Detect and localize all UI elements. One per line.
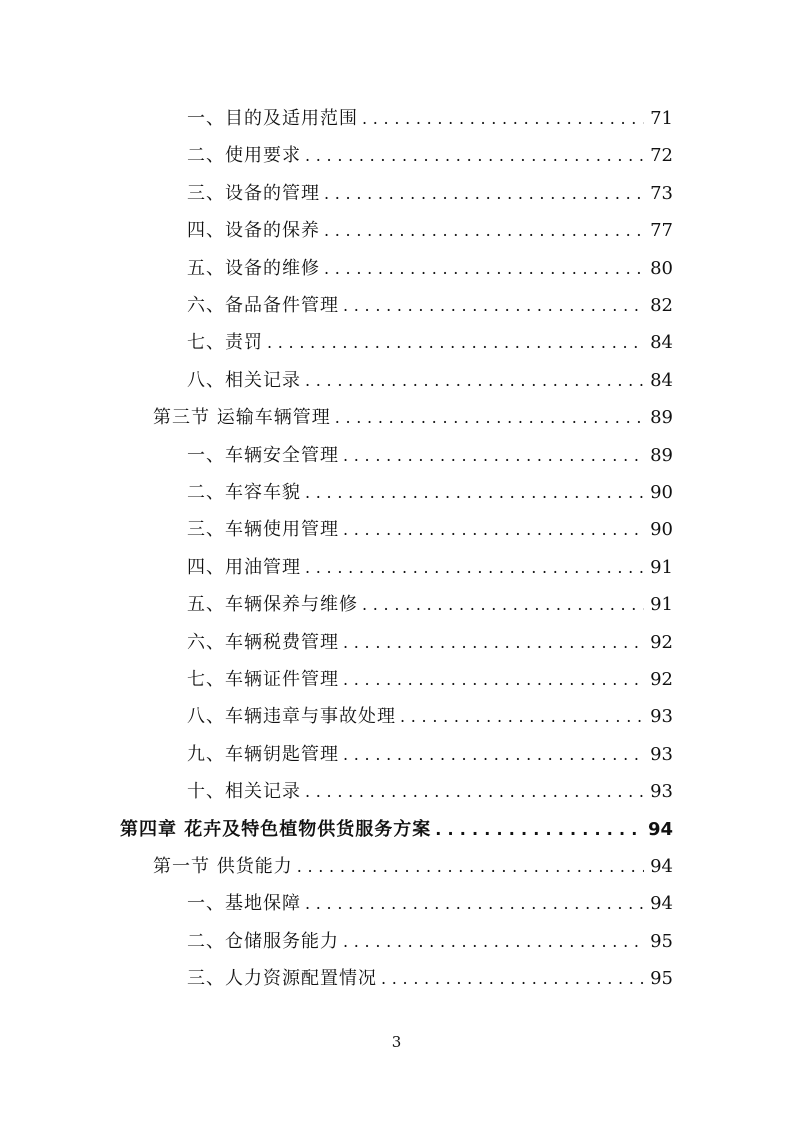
toc-dot-leader — [305, 885, 644, 922]
toc-entry-page: 93 — [650, 706, 673, 728]
toc-item-entry[interactable] — [187, 549, 673, 586]
toc-dot-leader — [343, 661, 644, 698]
toc-entry-page: 93 — [650, 781, 673, 803]
toc-entry-page: 77 — [650, 220, 673, 242]
toc-dot-leader — [343, 511, 644, 548]
toc-dot-leader — [305, 137, 644, 174]
toc-entry-page: 95 — [650, 968, 673, 990]
toc-entry-title: 第一节 供货能力 — [153, 856, 293, 877]
toc-entry-title: 六、备品备件管理 — [187, 295, 339, 316]
toc-item-entry[interactable] — [187, 100, 673, 137]
toc-entry-page: 94 — [650, 893, 673, 915]
toc-item-entry[interactable] — [187, 175, 673, 212]
toc-dot-leader — [267, 324, 644, 361]
toc-chapter-entry[interactable] — [120, 811, 673, 848]
toc-entry-page: 90 — [650, 519, 673, 541]
toc-entry-title: 二、仓储服务能力 — [187, 930, 339, 952]
toc-item-entry[interactable] — [187, 736, 673, 773]
toc-item-entry[interactable] — [187, 586, 673, 623]
toc-dot-leader — [305, 549, 644, 586]
toc-entry-page: 89 — [650, 407, 673, 429]
toc-dot-leader — [362, 586, 644, 623]
toc-entry-title: 十、相关记录 — [187, 781, 301, 803]
toc-entry-title: 七、车辆证件管理 — [187, 669, 339, 690]
toc-entry-page: 80 — [650, 257, 673, 279]
toc-dot-leader — [343, 736, 644, 773]
toc-entry-title: 五、设备的维修 — [187, 257, 320, 279]
toc-entry-title: 八、车辆违章与事故处理 — [187, 706, 396, 728]
toc-item-entry[interactable] — [187, 960, 673, 997]
toc-entry-page: 82 — [650, 295, 673, 316]
toc-item-entry[interactable] — [187, 362, 673, 399]
toc-item-entry[interactable] — [187, 137, 673, 174]
toc-entry-page: 92 — [650, 631, 673, 653]
toc-entry-page: 94 — [650, 856, 673, 877]
toc-entry-title: 四、设备的保养 — [187, 220, 320, 242]
toc-item-entry[interactable] — [187, 511, 673, 548]
toc-entry-title: 五、车辆保养与维修 — [187, 594, 358, 616]
toc-entry-title: 三、车辆使用管理 — [187, 519, 339, 541]
toc-entry-title: 第四章 花卉及特色植物供货服务方案 — [120, 818, 432, 840]
toc-entry-page: 94 — [647, 818, 673, 840]
page-number: 3 — [391, 1033, 402, 1051]
toc-entry-title: 八、相关记录 — [187, 369, 301, 391]
toc-entry-page: 84 — [650, 369, 673, 391]
toc-item-entry[interactable] — [187, 324, 673, 361]
toc-entry-title: 四、用油管理 — [187, 556, 301, 578]
toc-item-entry[interactable] — [187, 923, 673, 960]
toc-entry-page: 72 — [650, 145, 673, 167]
toc-dot-leader — [324, 212, 644, 249]
toc-dot-leader — [362, 100, 644, 137]
toc-item-entry[interactable] — [187, 624, 673, 661]
toc-entry-page: 84 — [650, 332, 673, 354]
toc-item-entry[interactable] — [187, 661, 673, 698]
toc-entry-title: 七、责罚 — [187, 332, 263, 354]
toc-entry-title: 一、基地保障 — [187, 893, 301, 915]
toc-item-entry[interactable] — [187, 287, 673, 324]
toc-entry-page: 71 — [650, 108, 673, 129]
toc-entry-title: 六、车辆税费管理 — [187, 631, 339, 653]
toc-entry-page: 91 — [650, 556, 673, 578]
toc-entry-page: 90 — [650, 482, 673, 503]
toc-entry-title: 二、使用要求 — [187, 145, 301, 167]
toc-item-entry[interactable] — [187, 474, 673, 511]
toc-section-entry[interactable] — [153, 848, 673, 885]
toc-dot-leader — [305, 773, 644, 810]
toc-dot-leader — [305, 474, 644, 511]
toc-item-entry[interactable] — [187, 250, 673, 287]
toc-dot-leader — [324, 175, 644, 212]
toc-entry-title: 一、车辆安全管理 — [187, 444, 339, 466]
toc-item-entry[interactable] — [187, 437, 673, 474]
toc-entry-title: 三、设备的管理 — [187, 182, 320, 204]
toc-dot-leader — [335, 399, 644, 436]
toc-dot-leader — [324, 250, 644, 287]
toc-dot-leader — [343, 287, 644, 324]
toc-section-entry[interactable] — [153, 399, 673, 436]
toc-entry-page: 73 — [650, 182, 673, 204]
toc-dot-leader — [343, 437, 644, 474]
toc-entry-title: 九、车辆钥匙管理 — [187, 743, 339, 765]
toc-dot-leader — [400, 698, 644, 735]
toc-dot-leader — [435, 811, 642, 848]
toc-entry-title: 一、目的及适用范围 — [187, 108, 358, 129]
toc-entry-title: 二、车容车貌 — [187, 482, 301, 503]
toc-item-entry[interactable] — [187, 773, 673, 810]
toc-dot-leader — [305, 362, 644, 399]
toc-entry-page: 89 — [650, 444, 673, 466]
toc-dot-leader — [297, 848, 644, 885]
toc-entry-title: 第三节 运输车辆管理 — [153, 407, 331, 429]
toc-entry-page: 95 — [650, 930, 673, 952]
toc-entry-title: 三、人力资源配置情况 — [187, 968, 377, 990]
toc-item-entry[interactable] — [187, 212, 673, 249]
toc-dot-leader — [343, 624, 644, 661]
toc-entry-page: 91 — [650, 594, 673, 616]
toc-dot-leader — [343, 923, 644, 960]
toc-dot-leader — [381, 960, 644, 997]
toc-item-entry[interactable] — [187, 885, 673, 922]
toc-entry-page: 92 — [650, 669, 673, 690]
toc-entry-page: 93 — [650, 743, 673, 765]
toc-item-entry[interactable] — [187, 698, 673, 735]
